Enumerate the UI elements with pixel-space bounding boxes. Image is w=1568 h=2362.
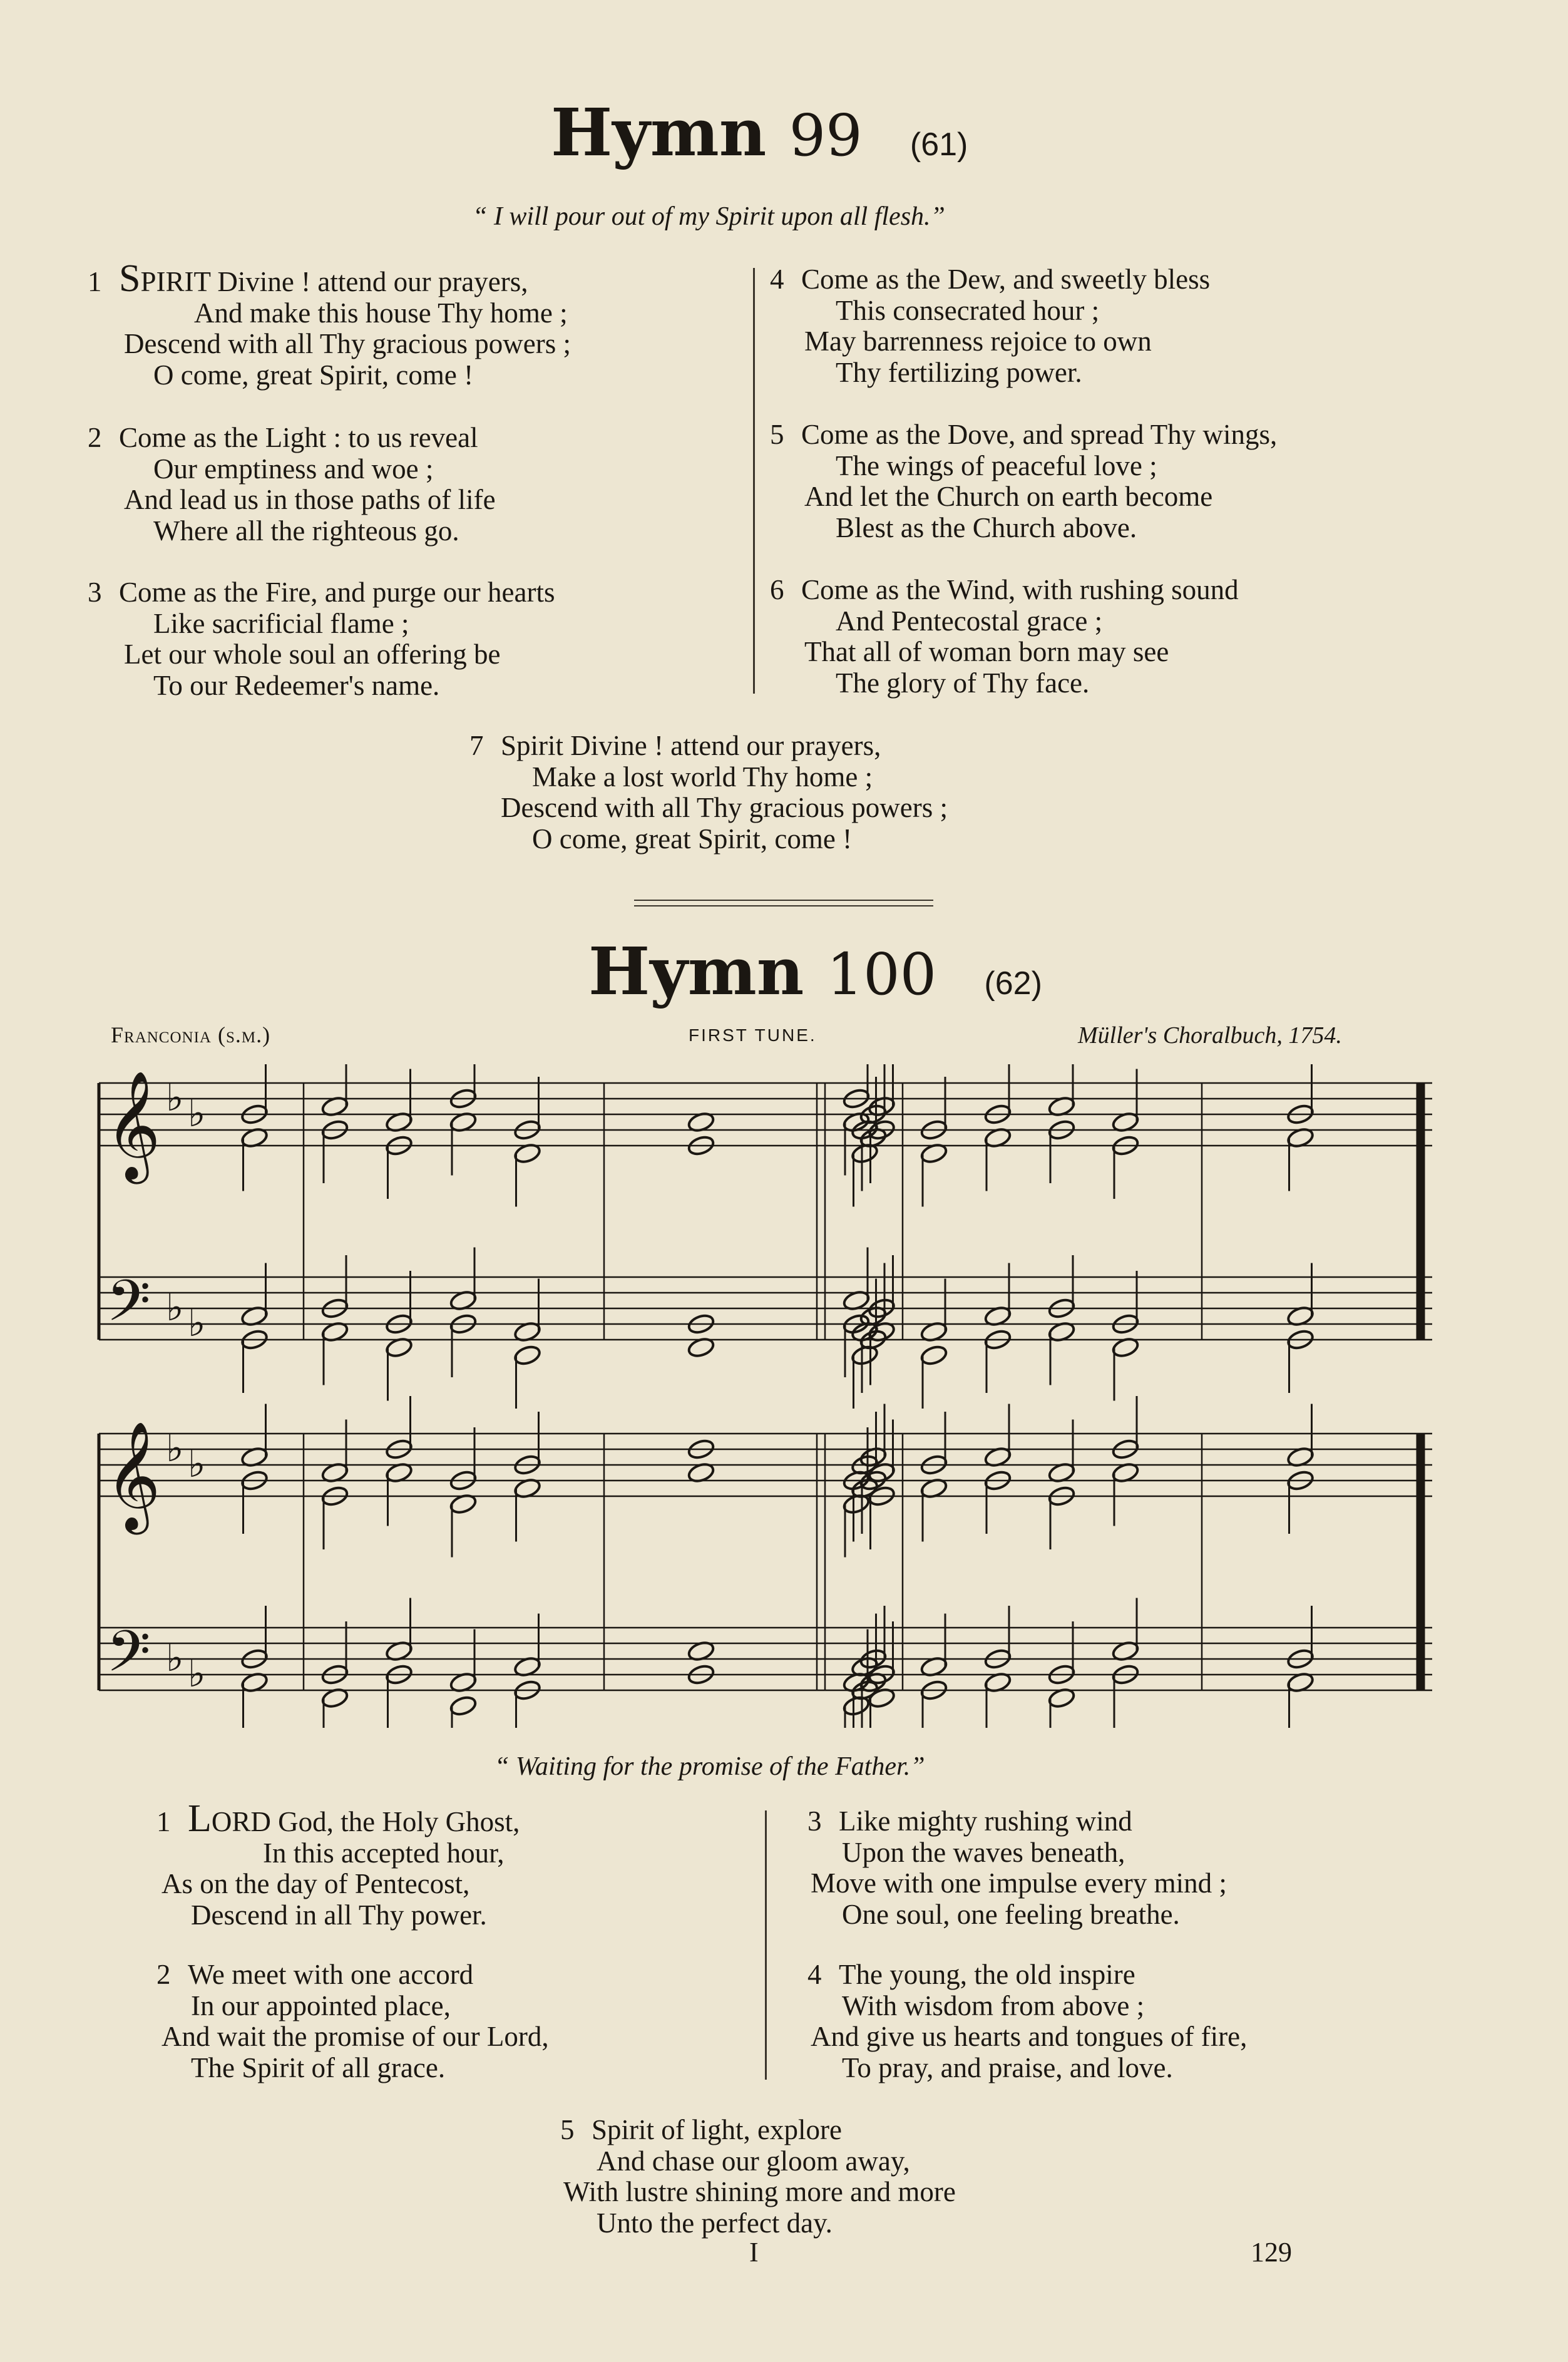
tune-label: FIRST TUNE.	[689, 1025, 817, 1045]
tune-source: Müller's Choralbuch, 1754.	[1078, 1022, 1342, 1049]
treble-clef-icon: 𝄞	[105, 1421, 161, 1530]
hymn-100-epigraph: “ Waiting for the promise of the Father.”	[494, 1752, 925, 1781]
flat-icon: ♭	[188, 1652, 206, 1696]
flat-icon: ♭	[188, 1302, 206, 1345]
hymn-99-verse-3: 3 Come as the Fire, and purge our hearts Like sacrificial flame ; Let our whole soul an offering be To our Redeemer's name.	[88, 577, 555, 701]
flat-icon: ♭	[188, 1092, 206, 1136]
hymn-alt-number: (62)	[984, 965, 1042, 1002]
hymn-100-verse-1: 1 LORD God, the Holy Ghost, In this accepted hour, As on the day of Pentecost, Descend in all Thy power.	[156, 1797, 520, 1931]
hymn-99-title	[551, 94, 968, 171]
drop-cap: L	[188, 1797, 212, 1840]
note-head	[449, 1695, 478, 1717]
hymn-number: 99	[789, 102, 863, 169]
note-head	[920, 1344, 948, 1367]
hymn-99-verse-2: 2 Come as the Light : to us reveal Our emptiness and woe ; And lead us in those paths of life Where all the righteous go.	[88, 422, 496, 547]
hymn-100-verse-2: 2 We meet with one accord In our appointed place, And wait the promise of our Lord, The Spirit of all grace.	[156, 1959, 549, 2083]
music-score	[88, 1064, 1440, 1728]
flat-icon: ♭	[166, 1286, 184, 1330]
note-head	[513, 1344, 542, 1367]
hymn-alt-number: (61)	[910, 126, 968, 163]
column-divider	[753, 268, 755, 694]
flat-icon: ♭	[188, 1442, 206, 1486]
bass-clef-icon: 𝄢	[106, 1268, 151, 1348]
hymn-100-title	[588, 933, 1042, 1010]
score-systems	[99, 1064, 1432, 1728]
hymn-100-verse-4: 4 The young, the old inspire With wisdom from above ; And give us hearts and tongues of fire, To pray, and praise, and love.	[807, 1959, 1248, 2083]
column-divider	[765, 1810, 767, 2080]
flat-icon: ♭	[166, 1636, 184, 1680]
hymn-word: Hymn	[588, 933, 804, 1010]
bass-clef-icon: 𝄢	[106, 1618, 151, 1698]
section-divider	[634, 905, 933, 906]
hymn-99-verse-7: 7 Spirit Divine ! attend our prayers, Make a lost world Thy home ; Descend with all Thy gracious powers ; O come, great Spirit, come !	[469, 730, 948, 855]
signature-mark: I	[749, 2237, 759, 2267]
hymn-99-verse-1: 1 SPIRIT Divine ! attend our prayers, And make this house Thy home ; Descend with all Thy gracious powers ; O come, great Spirit, come !	[88, 257, 571, 391]
tune-name: Franconia (s.m.)	[111, 1022, 271, 1047]
hymn-word: Hymn	[551, 94, 767, 171]
hymn-number: 100	[826, 941, 937, 1008]
hymn-99-verse-6: 6 Come as the Wind, with rushing sound And Pentecostal grace ; That all of woman born may see The glory of Thy face.	[770, 574, 1239, 699]
hymn-100-verse-5: 5 Spirit of light, explore And chase our gloom away, With lustre shining more and more Unto the perfect day.	[560, 2114, 956, 2239]
hymn-100-verse-3: 3 Like mighty rushing wind Upon the waves beneath, Move with one impulse every mind ; One soul, one feeling breathe.	[807, 1805, 1227, 1930]
page-number: 129	[1251, 2237, 1292, 2267]
flat-icon: ♭	[166, 1427, 184, 1471]
hymn-99-verse-5: 5 Come as the Dove, and spread Thy wings, The wings of peaceful love ; And let the Church on earth become Blest as the Church above.	[770, 419, 1278, 543]
hymn-99-epigraph: “ I will pour out of my Spirit upon all flesh.”	[473, 202, 945, 231]
section-divider	[634, 900, 933, 901]
hymn-99-verse-4: 4 Come as the Dew, and sweetly bless This consecrated hour ; May barrenness rejoice to own Thy fertilizing power.	[770, 264, 1211, 388]
drop-cap: S	[119, 257, 141, 300]
treble-clef-icon: 𝄞	[105, 1071, 161, 1179]
flat-icon: ♭	[166, 1076, 184, 1120]
